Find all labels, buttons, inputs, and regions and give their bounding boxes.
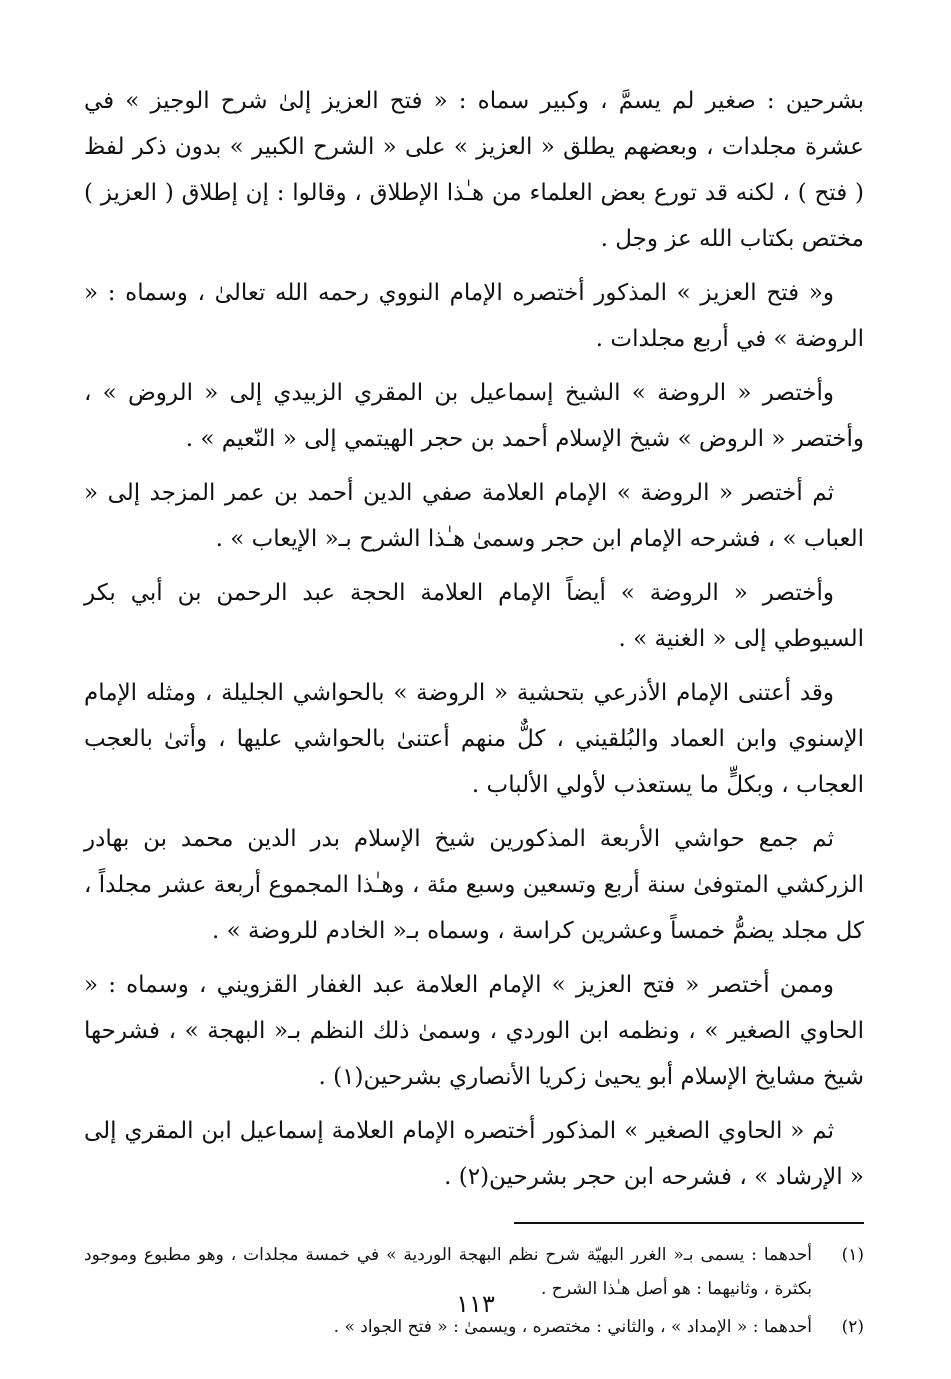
paragraph: ثم « الحاوي الصغير » المذكور أختصره الإمام العلامة إسماعيل ابن المقري إلى « الإرشاد » ، فشرحه ابن حجر بشرحين(٢) . (84, 1118, 864, 1190)
paragraph: بشرحين : صغير لم يسمَّ ، وكبير سماه : « فتح العزيز إلىٰ شرح الوجيز » في عشرة مجلدات ، وبعضهم يطلق « العزيز » على « الشرح الكبير » بدون ذكر لفظ ( فتح ) ، لكنه قد تورع بعض العلماء من هـٰذا الإطلاق ، وقالوا : إن إطلاق ( العزيز ) مختص بكتاب الله عز وجل . (84, 88, 864, 252)
footnote-number: (١) (841, 1245, 864, 1265)
footnote-text: أحدهما : « الإمداد » ، والثاني : مختصره ، ويسمىٰ : « فتح الجواد » . (333, 1317, 812, 1337)
paragraph: وأختصر « الروضة » أيضاً الإمام العلامة الحجة عبد الرحمن بن أبي بكر السيوطي إلى « الغنية » . (84, 580, 864, 652)
paragraph: وممن أختصر « فتح العزيز » الإمام العلامة عبد الغفار القزويني ، وسماه : « الحاوي الصغير » ، ونظمه ابن الوردي ، وسمىٰ ذلك النظم بـ« البهجة » ، فشرحها شيخ مشايخ الإسلام أبو يحيىٰ زكريا الأنصاري بشرحين(١) . (84, 972, 865, 1090)
footnote-text: أحدهما : يسمى بـ« الغرر البهيّة شرح نظم البهجة الوردية » في خمسة مجلدات ، وهو مطبوع وموجود بكثرة ، وثانيهما : هو أصل هـٰذا الشرح . (84, 1245, 812, 1299)
page-number: ١١٣ (456, 1290, 495, 1318)
footnote-number: (٢) (841, 1317, 864, 1337)
main-text (84, 78, 864, 1200)
page-content (84, 78, 864, 1348)
paragraph: ثم جمع حواشي الأربعة المذكورين شيخ الإسلام بدر الدين محمد بن بهادر الزركشي المتوفىٰ سنة أربع وتسعين وسبع مئة ، وهـٰذا المجموع أربعة عشر مجلداً ، كل مجلد يضمُّ خمساً وعشرين كراسة ، وسماه بـ« الخادم للروضة » . (84, 826, 864, 944)
footnote-separator (514, 1222, 864, 1224)
paragraph: وأختصر « الروضة » الشيخ إسماعيل بن المقري الزبيدي إلى « الروض » ، وأختصر « الروض » شيخ الإسلام أحمد بن حجر الهيتمي إلى « النّعيم » . (84, 380, 864, 452)
paragraph: و« فتح العزيز » المذكور أختصره الإمام النووي رحمه الله تعالىٰ ، وسماه : « الروضة » في أربع مجلدات . (84, 280, 864, 352)
paragraph: ثم أختصر « الروضة » الإمام العلامة صفي الدين أحمد بن عمر المزجد إلى « العباب » ، فشرحه الإمام ابن حجر وسمىٰ هـٰذا الشرح بـ« الإيعاب » . (84, 480, 864, 552)
paragraph: وقد أعتنى الإمام الأذرعي بتحشية « الروضة » بالحواشي الجليلة ، ومثله الإمام الإسنوي وابن العماد والبُلقيني ، كلٌّ منهم أعتنىٰ بالحواشي عليها ، وأتىٰ بالعجب العجاب ، وبكلٍّ ما يستعذب لأولي الألباب . (84, 680, 864, 798)
